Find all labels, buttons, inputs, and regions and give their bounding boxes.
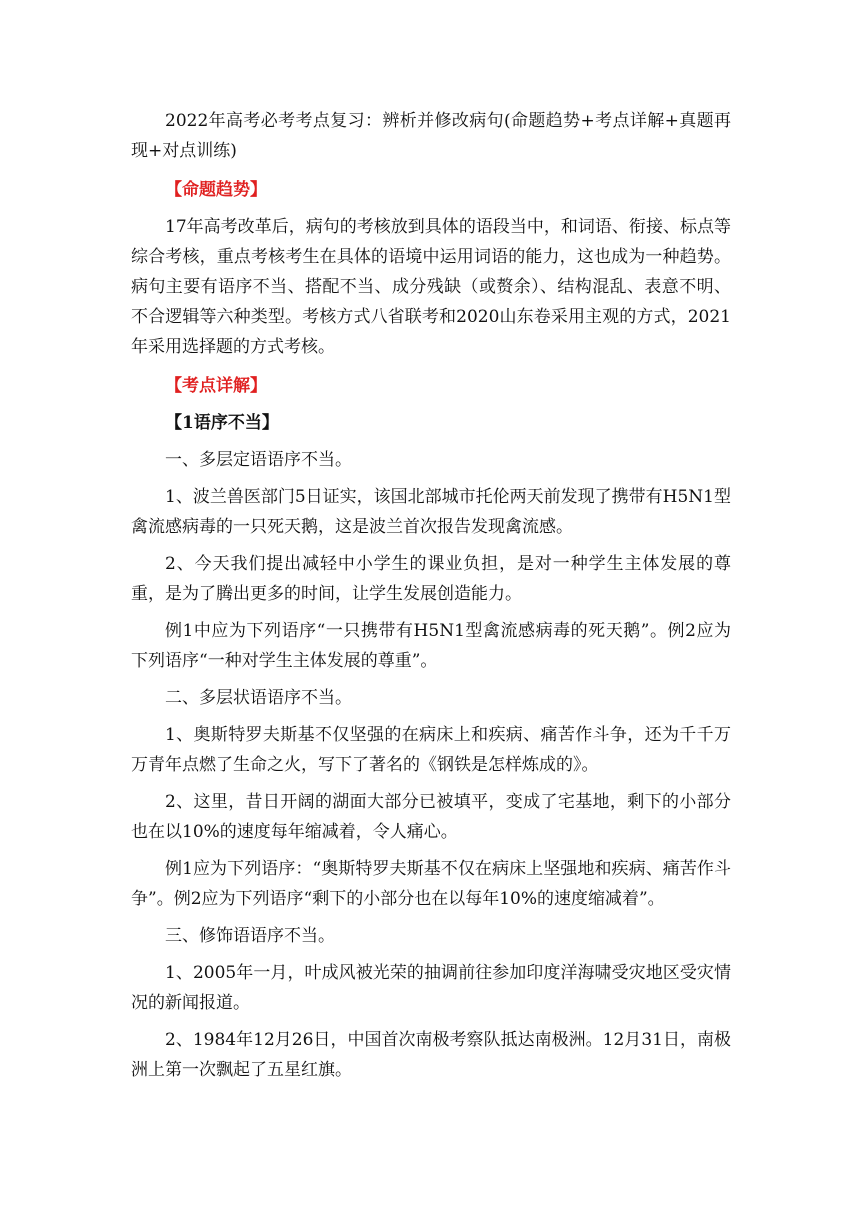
paragraph: 1、奥斯特罗夫斯基不仅坚强的在病床上和疾病、痛苦作斗争，还为千千万万青年点燃了生命之火，写下了著名的《钢铁是怎样炼成的》。 — [131, 725, 731, 775]
paragraph: 2、这里，昔日开阔的湖面大部分已被填平，变成了宅基地，剩下的小部分也在以10%的速度每年缩减着，令人痛心。 — [131, 792, 731, 842]
paragraph: 1、波兰兽医部门5日证实，该国北部城市托伦两天前发现了携带有H5N1型禽流感病毒的一只死天鹅，这是波兰首次报告发现禽流感。 — [131, 487, 731, 537]
paragraph: 例1应为下列语序：“奥斯特罗夫斯基不仅在病床上坚强地和疾病、痛苦作斗争”。例2应为下列语序“剩下的小部分也在以每年10%的速度缩减着”。 — [131, 859, 731, 909]
paragraph: 17年高考改革后，病句的考核放到具体的语段当中，和词语、衔接、标点等综合考核，重点考核考生在具体的语境中运用词语的能力，这也成为一种趋势。病句主要有语序不当、搭配不当、成分残缺（或赘余）、结构混乱、表意不明、不合逻辑等六种类型。考核方式八省联考和2020山东卷采用主观的方式，2021年采用选择题的方式考核。 — [131, 217, 731, 357]
paragraph: 1、2005年一月，叶成风被光荣的抽调前往参加印度洋海啸受灾地区受灾情况的新闻报道。 — [131, 963, 731, 1013]
paragraph: 2、1984年12月26日，中国首次南极考察队抵达南极洲。12月31日，南极洲上第一次飘起了五星红旗。 — [131, 1030, 731, 1080]
paragraph: 一、多层定语语序不当。 — [165, 450, 352, 470]
document-title: 2022年高考必考考点复习：辨析并修改病句(命题趋势+考点详解+真题再现+对点训练) — [131, 111, 731, 161]
paragraph: 例1中应为下列语序“一只携带有H5N1型禽流感病毒的死天鹅”。例2应为下列语序“一种对学生主体发展的尊重”。 — [131, 621, 731, 671]
document-body — [131, 106, 731, 1085]
heading-details: 【考点详解】 — [165, 376, 267, 396]
heading-word-order: 【1语序不当】 — [165, 413, 279, 433]
paragraph: 三、修饰语语序不当。 — [165, 926, 335, 946]
paragraph: 2、今天我们提出减轻中小学生的课业负担，是对一种学生主体发展的尊重，是为了腾出更多的时间，让学生发展创造能力。 — [131, 554, 731, 604]
heading-trend: 【命题趋势】 — [165, 180, 267, 200]
paragraph: 二、多层状语语序不当。 — [165, 688, 352, 708]
